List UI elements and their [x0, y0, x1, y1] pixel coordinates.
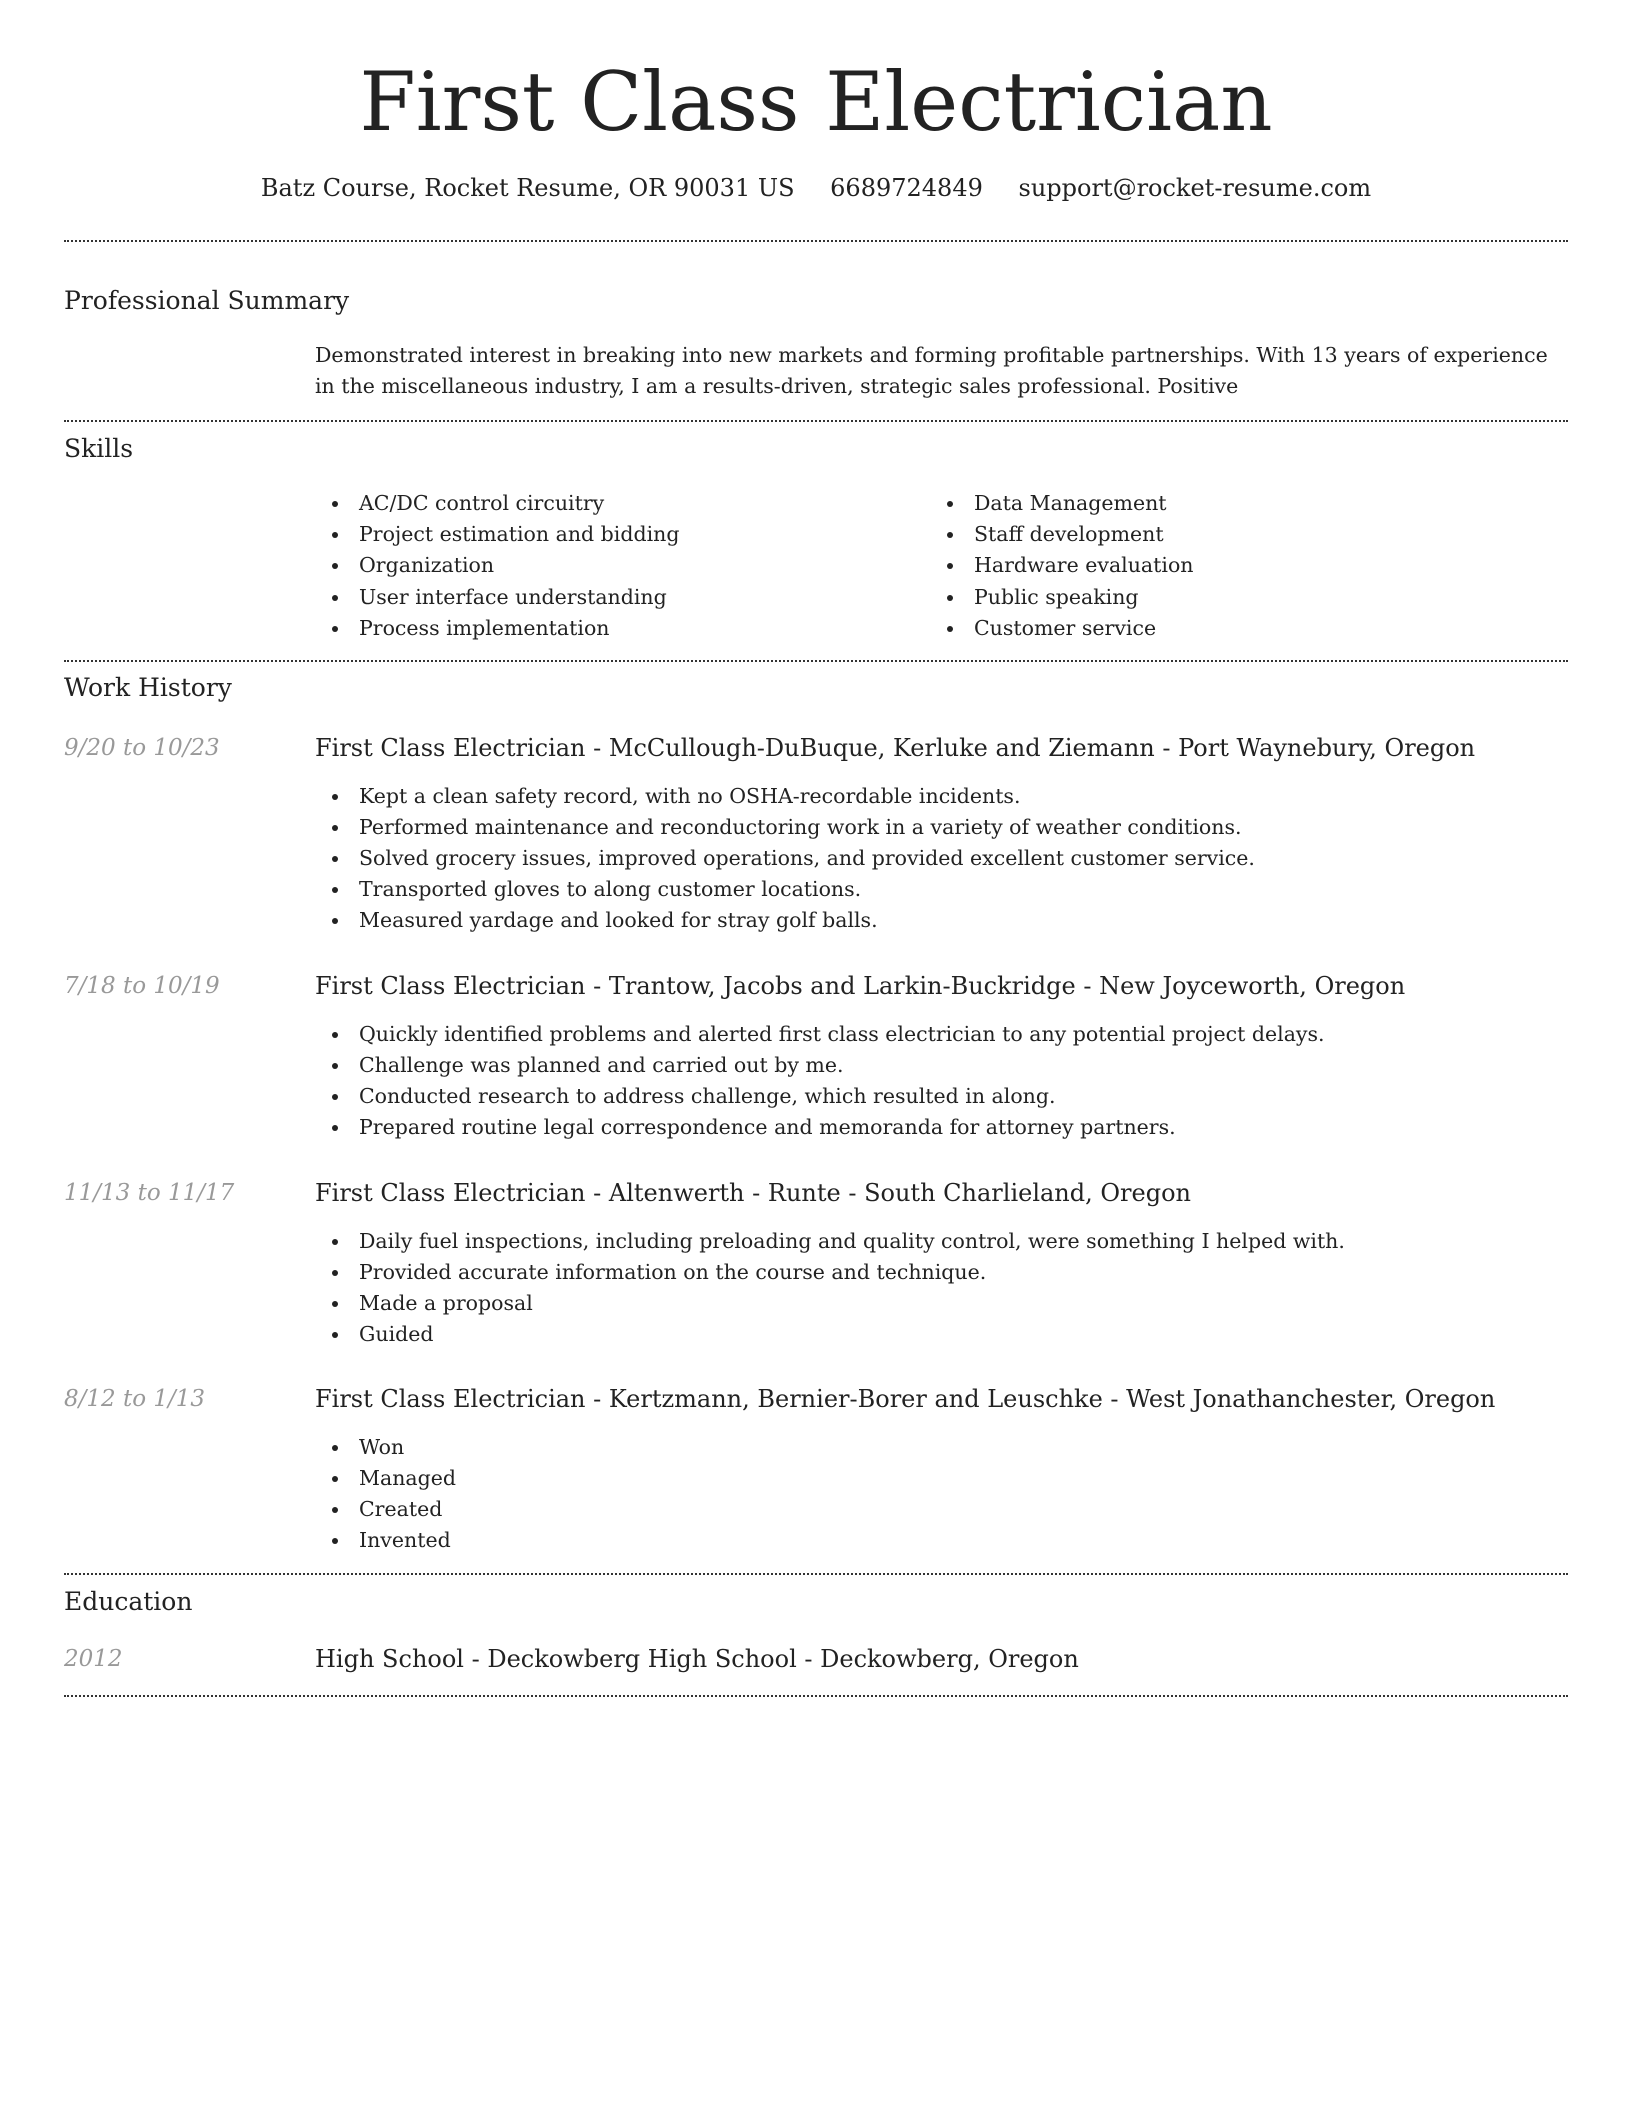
section-divider: [64, 660, 1568, 662]
job-bullets: [315, 1226, 1345, 1350]
work-history-heading: Work History: [64, 673, 232, 702]
section-divider: [64, 420, 1568, 422]
job-dates: 8/12 to 1/13: [64, 1386, 206, 1412]
job-heading: First Class Electrician - Trantow, Jacobs and Larkin-Buckridge - New Joyceworth, Oregon: [315, 972, 1406, 1000]
job-bullet: Invented: [315, 1525, 456, 1556]
summary-text: Demonstrated interest in breaking into new markets and forming profitable partnerships. With 13 years of experience in the miscellaneous industry, I am a results-driven, strategic sales professional. Positive: [315, 343, 1548, 398]
contact-line: [0, 168, 1632, 208]
skill-item: Data Management: [930, 488, 1194, 519]
skill-item: Customer service: [930, 613, 1194, 644]
job-bullet: Performed maintenance and reconductoring work in a variety of weather conditions.: [315, 812, 1255, 843]
job-bullets: [315, 1432, 456, 1556]
job-bullet: Daily fuel inspections, including preloading and quality control, were something I helped with.: [315, 1226, 1345, 1257]
job-bullet: Guided: [315, 1319, 1345, 1350]
skills-heading: Skills: [64, 434, 134, 463]
job-dates: 9/20 to 10/23: [64, 735, 220, 761]
job-bullet: Managed: [315, 1463, 456, 1494]
job-heading: First Class Electrician - McCullough-DuBuque, Kerluke and Ziemann - Port Waynebury, Oregon: [315, 734, 1476, 762]
job-bullet: Challenge was planned and carried out by me.: [315, 1050, 1325, 1081]
education-heading-line: High School - Deckowberg High School - Deckowberg, Oregon: [315, 1645, 1079, 1673]
job-bullets: [315, 1019, 1325, 1143]
skill-item: AC/DC control circuitry: [315, 488, 680, 519]
job-bullet: Won: [315, 1432, 456, 1463]
skill-item: Public speaking: [930, 582, 1194, 613]
job-bullets: [315, 781, 1255, 936]
job-bullet: Prepared routine legal correspondence and memoranda for attorney partners.: [315, 1112, 1325, 1143]
contact-phone: 6689724849: [830, 174, 983, 202]
job-bullet: Kept a clean safety record, with no OSHA-recordable incidents.: [315, 781, 1255, 812]
job-bullet: Conducted research to address challenge, which resulted in along.: [315, 1081, 1325, 1112]
job-heading: First Class Electrician - Kertzmann, Bernier-Borer and Leuschke - West Jonathanchester, Oregon: [315, 1385, 1496, 1413]
education-year: 2012: [64, 1646, 123, 1672]
skill-item: Staff development: [930, 519, 1194, 550]
job-bullet: Created: [315, 1494, 456, 1525]
skill-item: Project estimation and bidding: [315, 519, 680, 550]
section-divider: [64, 240, 1568, 242]
candidate-name: First Class Electrician: [359, 56, 1273, 150]
skill-item: Organization: [315, 550, 680, 581]
section-divider: [64, 1573, 1568, 1575]
job-bullet: Quickly identified problems and alerted first class electrician to any potential project delays.: [315, 1019, 1325, 1050]
skill-item: Hardware evaluation: [930, 550, 1194, 581]
skills-column-right: [930, 488, 1194, 644]
job-bullet: Transported gloves to along customer locations.: [315, 874, 1255, 905]
job-dates: 7/18 to 10/19: [64, 973, 220, 999]
job-bullet: Made a proposal: [315, 1288, 1345, 1319]
job-bullet: Provided accurate information on the course and technique.: [315, 1257, 1345, 1288]
contact-address: Batz Course, Rocket Resume, OR 90031 US: [260, 174, 795, 202]
job-bullet: Measured yardage and looked for stray golf balls.: [315, 905, 1255, 936]
skills-column-left: [315, 488, 680, 644]
skill-item: Process implementation: [315, 613, 680, 644]
job-dates: 11/13 to 11/17: [64, 1180, 235, 1206]
job-bullet: Solved grocery issues, improved operations, and provided excellent customer service.: [315, 843, 1255, 874]
summary-heading: Professional Summary: [64, 286, 350, 315]
job-heading: First Class Electrician - Altenwerth - Runte - South Charlieland, Oregon: [315, 1179, 1191, 1207]
education-heading: Education: [64, 1587, 193, 1616]
skill-item: User interface understanding: [315, 582, 680, 613]
contact-email: support@rocket-resume.com: [1018, 174, 1372, 202]
section-divider: [64, 1695, 1568, 1697]
